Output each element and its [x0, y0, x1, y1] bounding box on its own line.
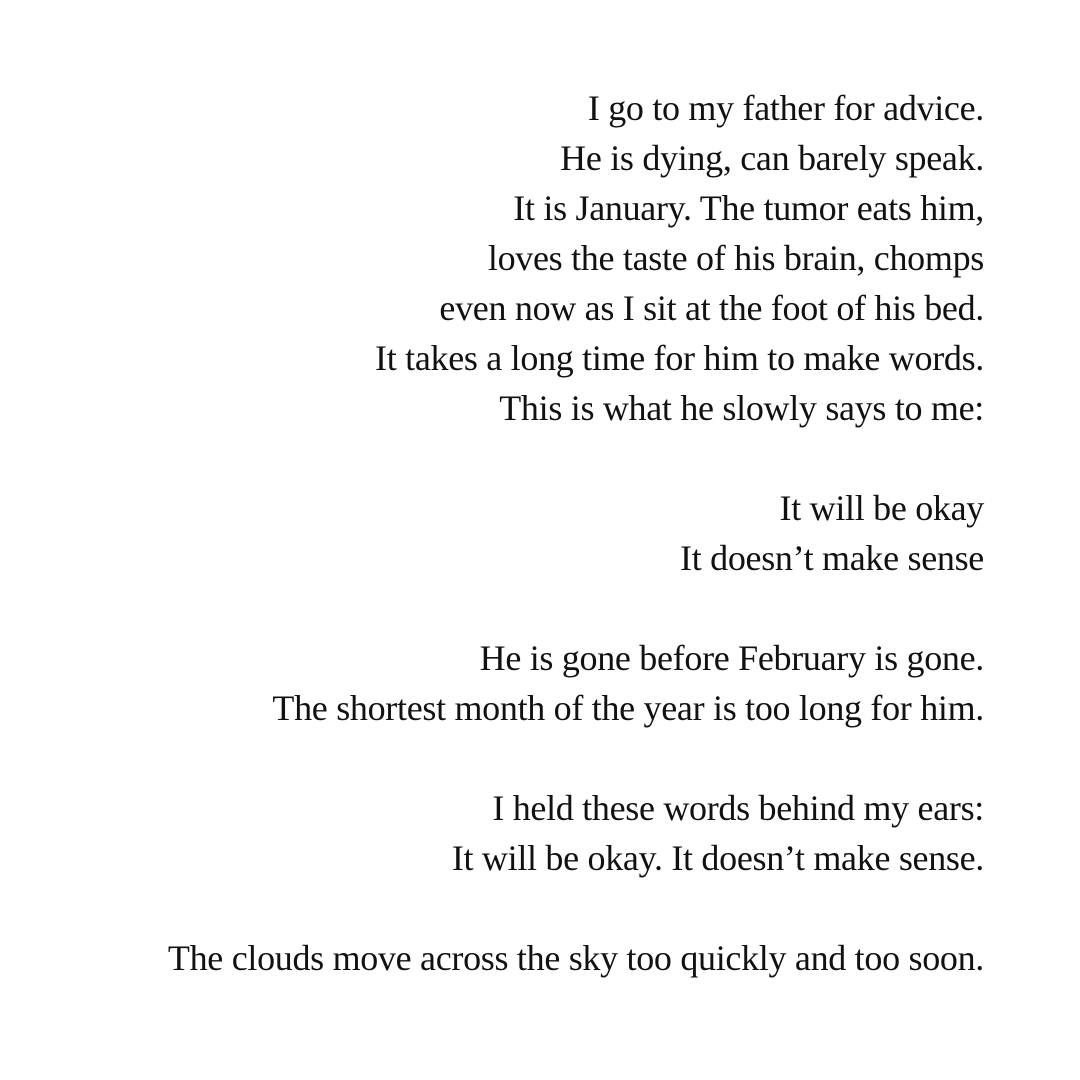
stanza-2 — [24, 483, 984, 583]
poem-line: It doesn’t make sense — [680, 538, 984, 578]
poem-line: It is January. The tumor eats him, — [513, 188, 984, 228]
stanza-1 — [24, 83, 984, 433]
stanza-4 — [24, 783, 984, 883]
poem-line: It takes a long time for him to make words. — [375, 338, 984, 378]
stanza-5 — [24, 933, 984, 983]
poem-line: This is what he slowly says to me: — [499, 388, 984, 428]
poem-line: He is gone before February is gone. — [479, 638, 984, 678]
poem-line: I go to my father for advice. — [587, 88, 984, 128]
stanza-3 — [24, 633, 984, 733]
poem-line: The clouds move across the sky too quickly and too soon. — [167, 938, 984, 978]
poem-line: I held these words behind my ears: — [492, 788, 984, 828]
poem-line: He is dying, can barely speak. — [560, 138, 984, 178]
poem-line: even now as I sit at the foot of his bed. — [439, 288, 984, 328]
poem-line: loves the taste of his brain, chomps — [487, 238, 984, 278]
poem-text — [24, 83, 984, 983]
poem-line: It will be okay — [779, 488, 984, 528]
poem-line: The shortest month of the year is too long for him. — [272, 688, 984, 728]
poem-line: It will be okay. It doesn’t make sense. — [451, 838, 984, 878]
